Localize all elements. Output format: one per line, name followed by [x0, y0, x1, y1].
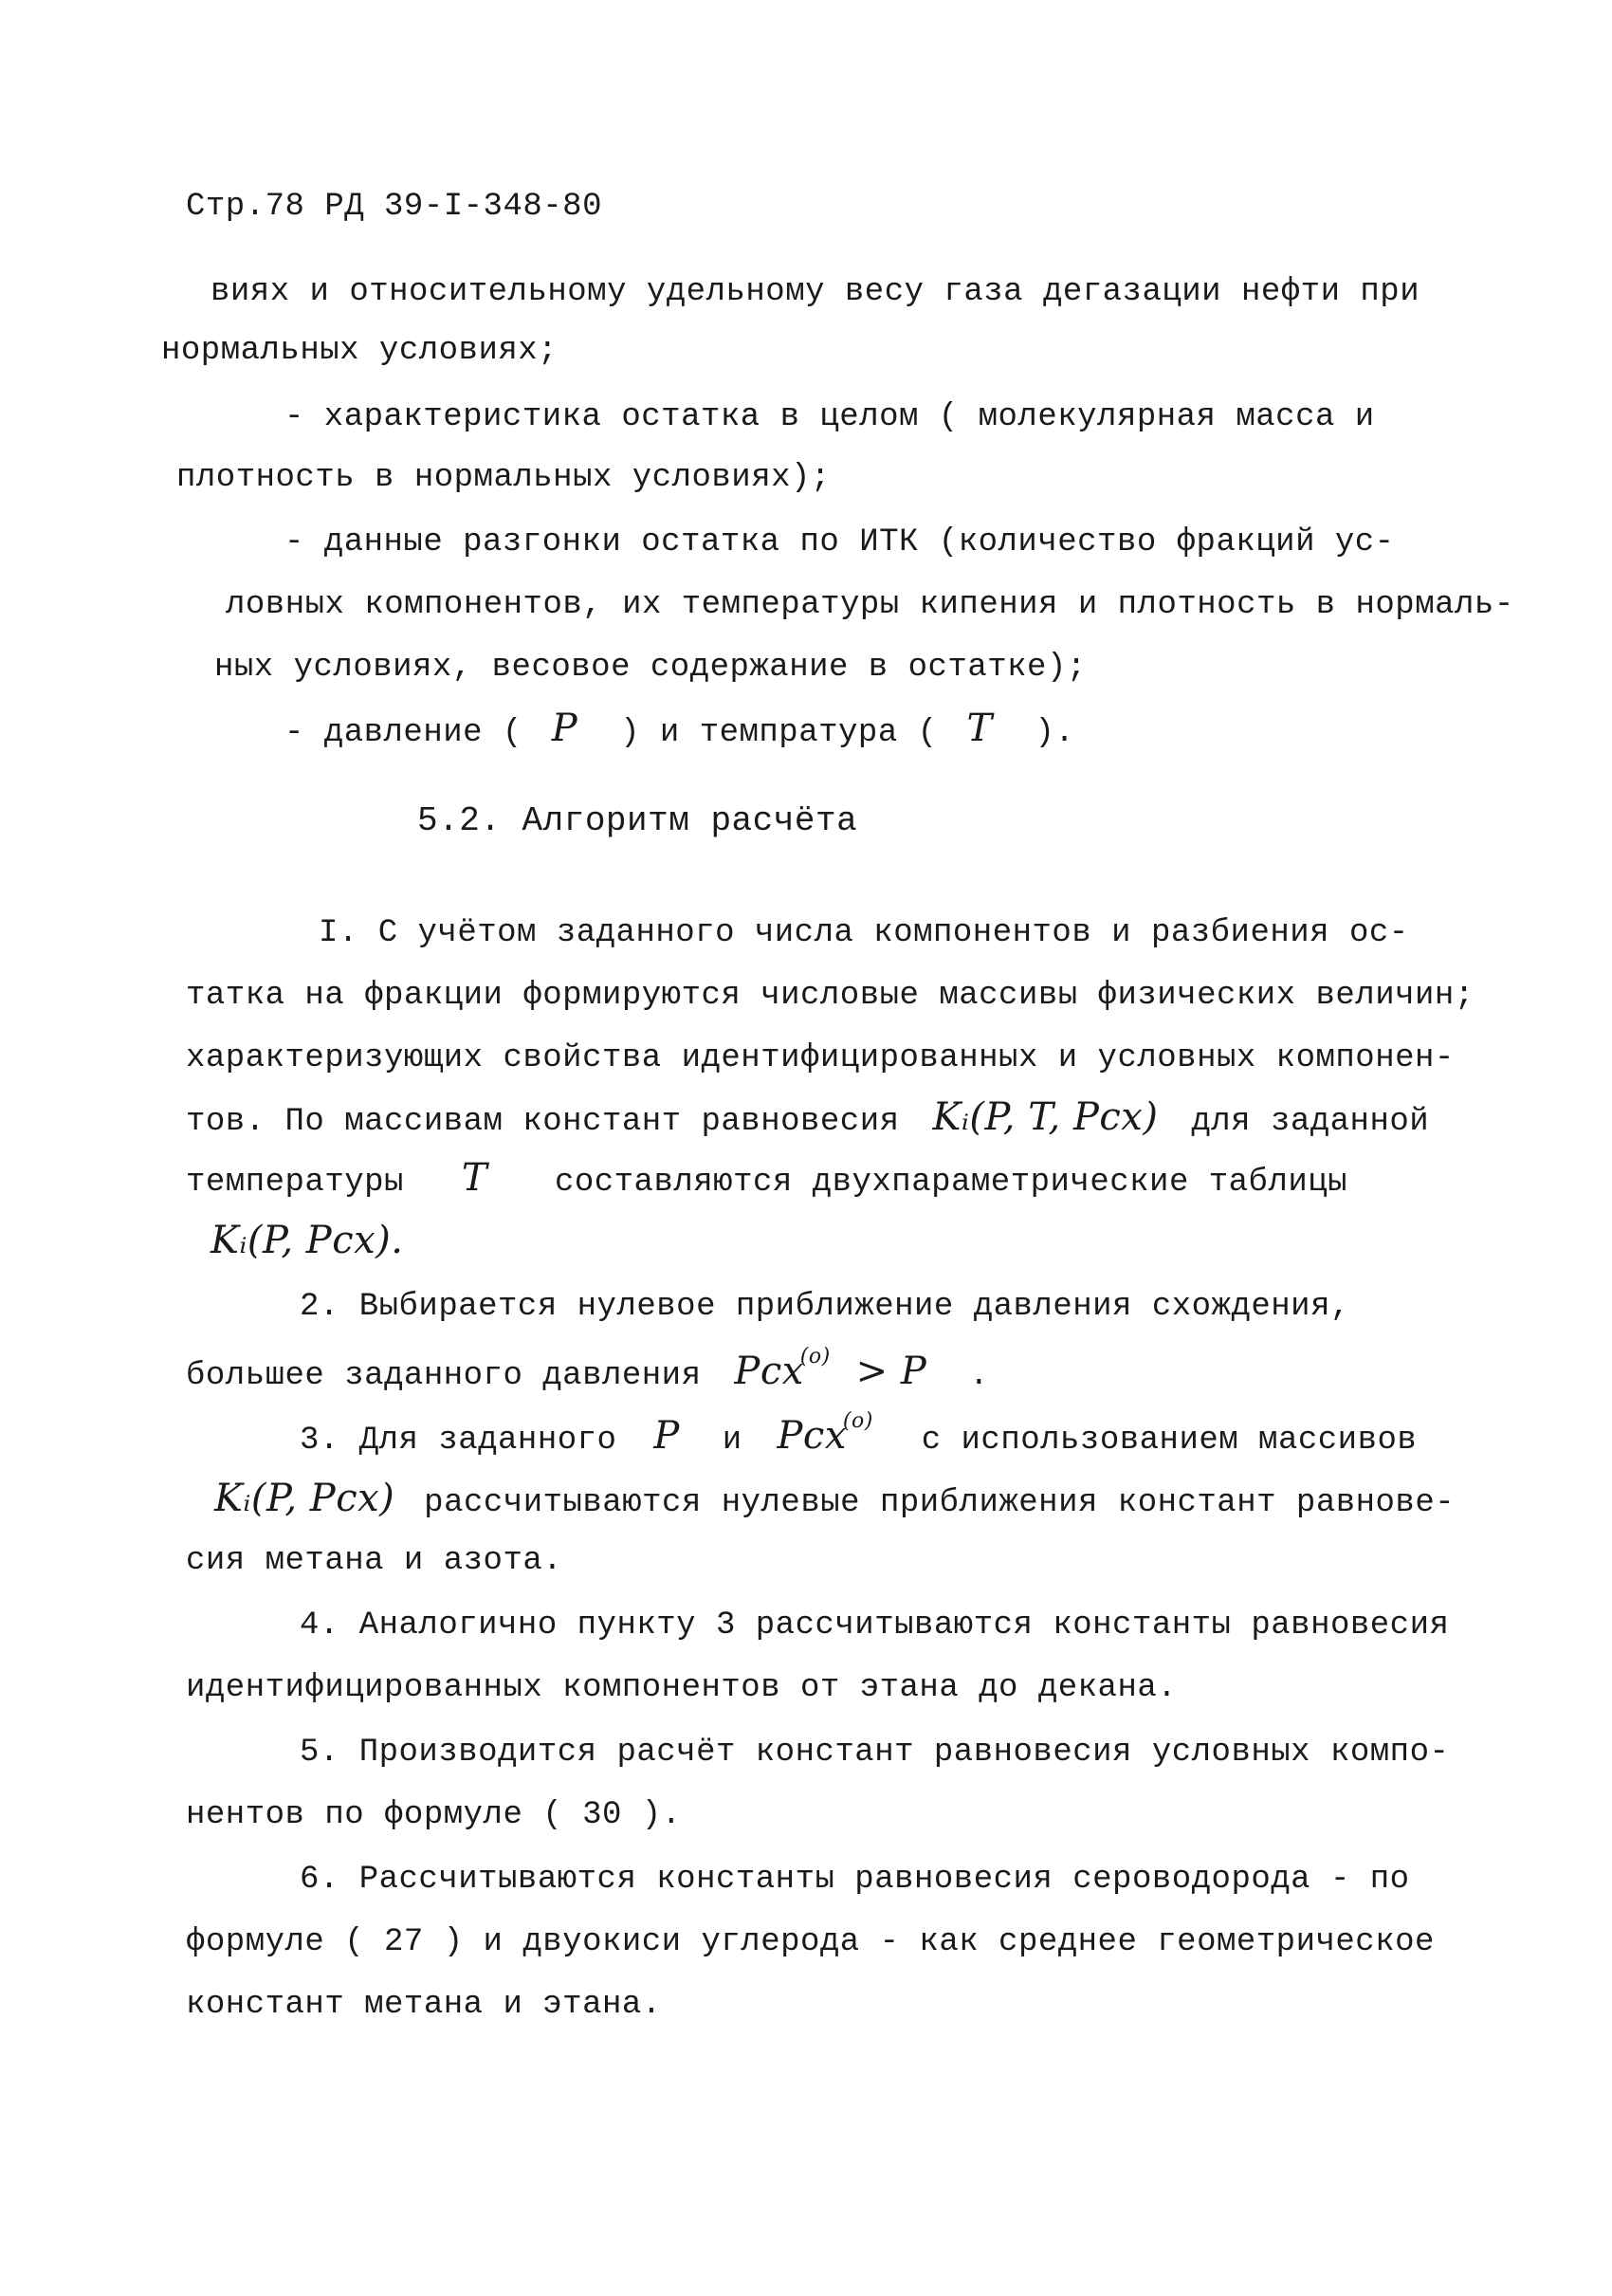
text-line: плотность в нормальных условиях);	[176, 460, 831, 496]
text-line-with-formula	[214, 1479, 1455, 1522]
text-line: характеризующих свойства идентифицированных и условных компонен-	[186, 1040, 1455, 1076]
text-fragment: для заданной	[1191, 1104, 1430, 1140]
formula-K-P-Pcx: Kᵢ(P, Pсх)	[214, 1477, 395, 1520]
superscript-zero: (o)	[842, 1409, 873, 1433]
text-line: ных условиях, весовое содержание в остатке);	[214, 650, 1087, 686]
text-line: - характеристика остатка в целом ( молекулярная масса и	[284, 399, 1375, 435]
text-line-with-formula	[186, 1345, 990, 1397]
page-header: Стр.78 РД 39-I-348-80	[186, 189, 602, 225]
symbol-Pcx: Pсх	[734, 1350, 804, 1393]
text-line: идентифицированных компонентов от этана до декана.	[186, 1670, 1178, 1706]
text-line-with-formula	[186, 1095, 1430, 1141]
symbol-Pcx: Pсх	[777, 1414, 847, 1458]
superscript-zero: (o)	[799, 1345, 831, 1368]
text-line: I. С учётом заданного числа компонентов и разбиения ос-	[319, 915, 1409, 951]
section-title: 5.2. Алгоритм расчёта	[417, 801, 858, 840]
text-line: формуле ( 27 ) и двуокиси углерода - как среднее геометрическое	[186, 1924, 1435, 1960]
text-line: 5. Производится расчёт констант равновесия условных компо-	[300, 1735, 1450, 1771]
text-line: ловных компонентов, их температуры кипения и плотность в нормаль-	[226, 587, 1514, 623]
symbol-T: T	[461, 1156, 488, 1200]
text-fragment: температуры	[186, 1165, 404, 1201]
text-line: 4. Аналогично пункту 3 рассчитываются константы равновесия	[300, 1607, 1450, 1644]
text-fragment: .	[969, 1358, 990, 1394]
text-line-with-symbol	[186, 1156, 1348, 1202]
text-line: констант метана и этана.	[186, 1987, 662, 2023]
text-line: виях и относительному удельному весу газа дегазации нефти при	[211, 274, 1420, 310]
text-fragment: тов. По массивам констант равновесия	[186, 1104, 900, 1140]
text-fragment: рассчитываются нулевые приближения констант равнове-	[424, 1485, 1456, 1521]
text-fragment: - давление (	[284, 715, 522, 751]
text-fragment: составляются двухпараметрические таблицы	[554, 1165, 1348, 1201]
text-line: татка на фракции формируются числовые массивы физических величин;	[186, 978, 1475, 1014]
formula-K-P-Pcx: Kᵢ(P, Pсх).	[211, 1219, 404, 1262]
formula-K-P-T-Pcx: Kᵢ(P, T, Pсх)	[932, 1095, 1159, 1139]
text-line: - данные разгонки остатка по ИТК (количество фракций ус-	[284, 524, 1395, 560]
text-fragment: ).	[1035, 715, 1075, 751]
text-fragment: и	[722, 1423, 742, 1459]
text-fragment: 3. Для заданного	[300, 1423, 617, 1459]
text-fragment: большее заданного давления	[186, 1358, 702, 1394]
text-line: нентов по формуле ( 30 ).	[186, 1797, 682, 1833]
pressure-temperature-line	[284, 709, 1074, 752]
inequality-greater-P: > P	[855, 1350, 927, 1393]
symbol-P: P	[653, 1414, 680, 1458]
symbol-T: T	[966, 707, 993, 750]
text-line: 2. Выбирается нулевое приближение давления схождения,	[300, 1289, 1350, 1325]
text-fragment: ) и темпратура (	[620, 715, 938, 751]
text-fragment: с использованием массивов	[921, 1423, 1418, 1459]
text-line: 6. Рассчитываются константы равновесия сероводорода - по	[300, 1862, 1410, 1898]
text-line-with-formula	[300, 1409, 1418, 1461]
text-line: сия метана и азота.	[186, 1543, 563, 1579]
text-line: нормальных условиях;	[161, 333, 559, 369]
symbol-P: P	[551, 707, 578, 750]
